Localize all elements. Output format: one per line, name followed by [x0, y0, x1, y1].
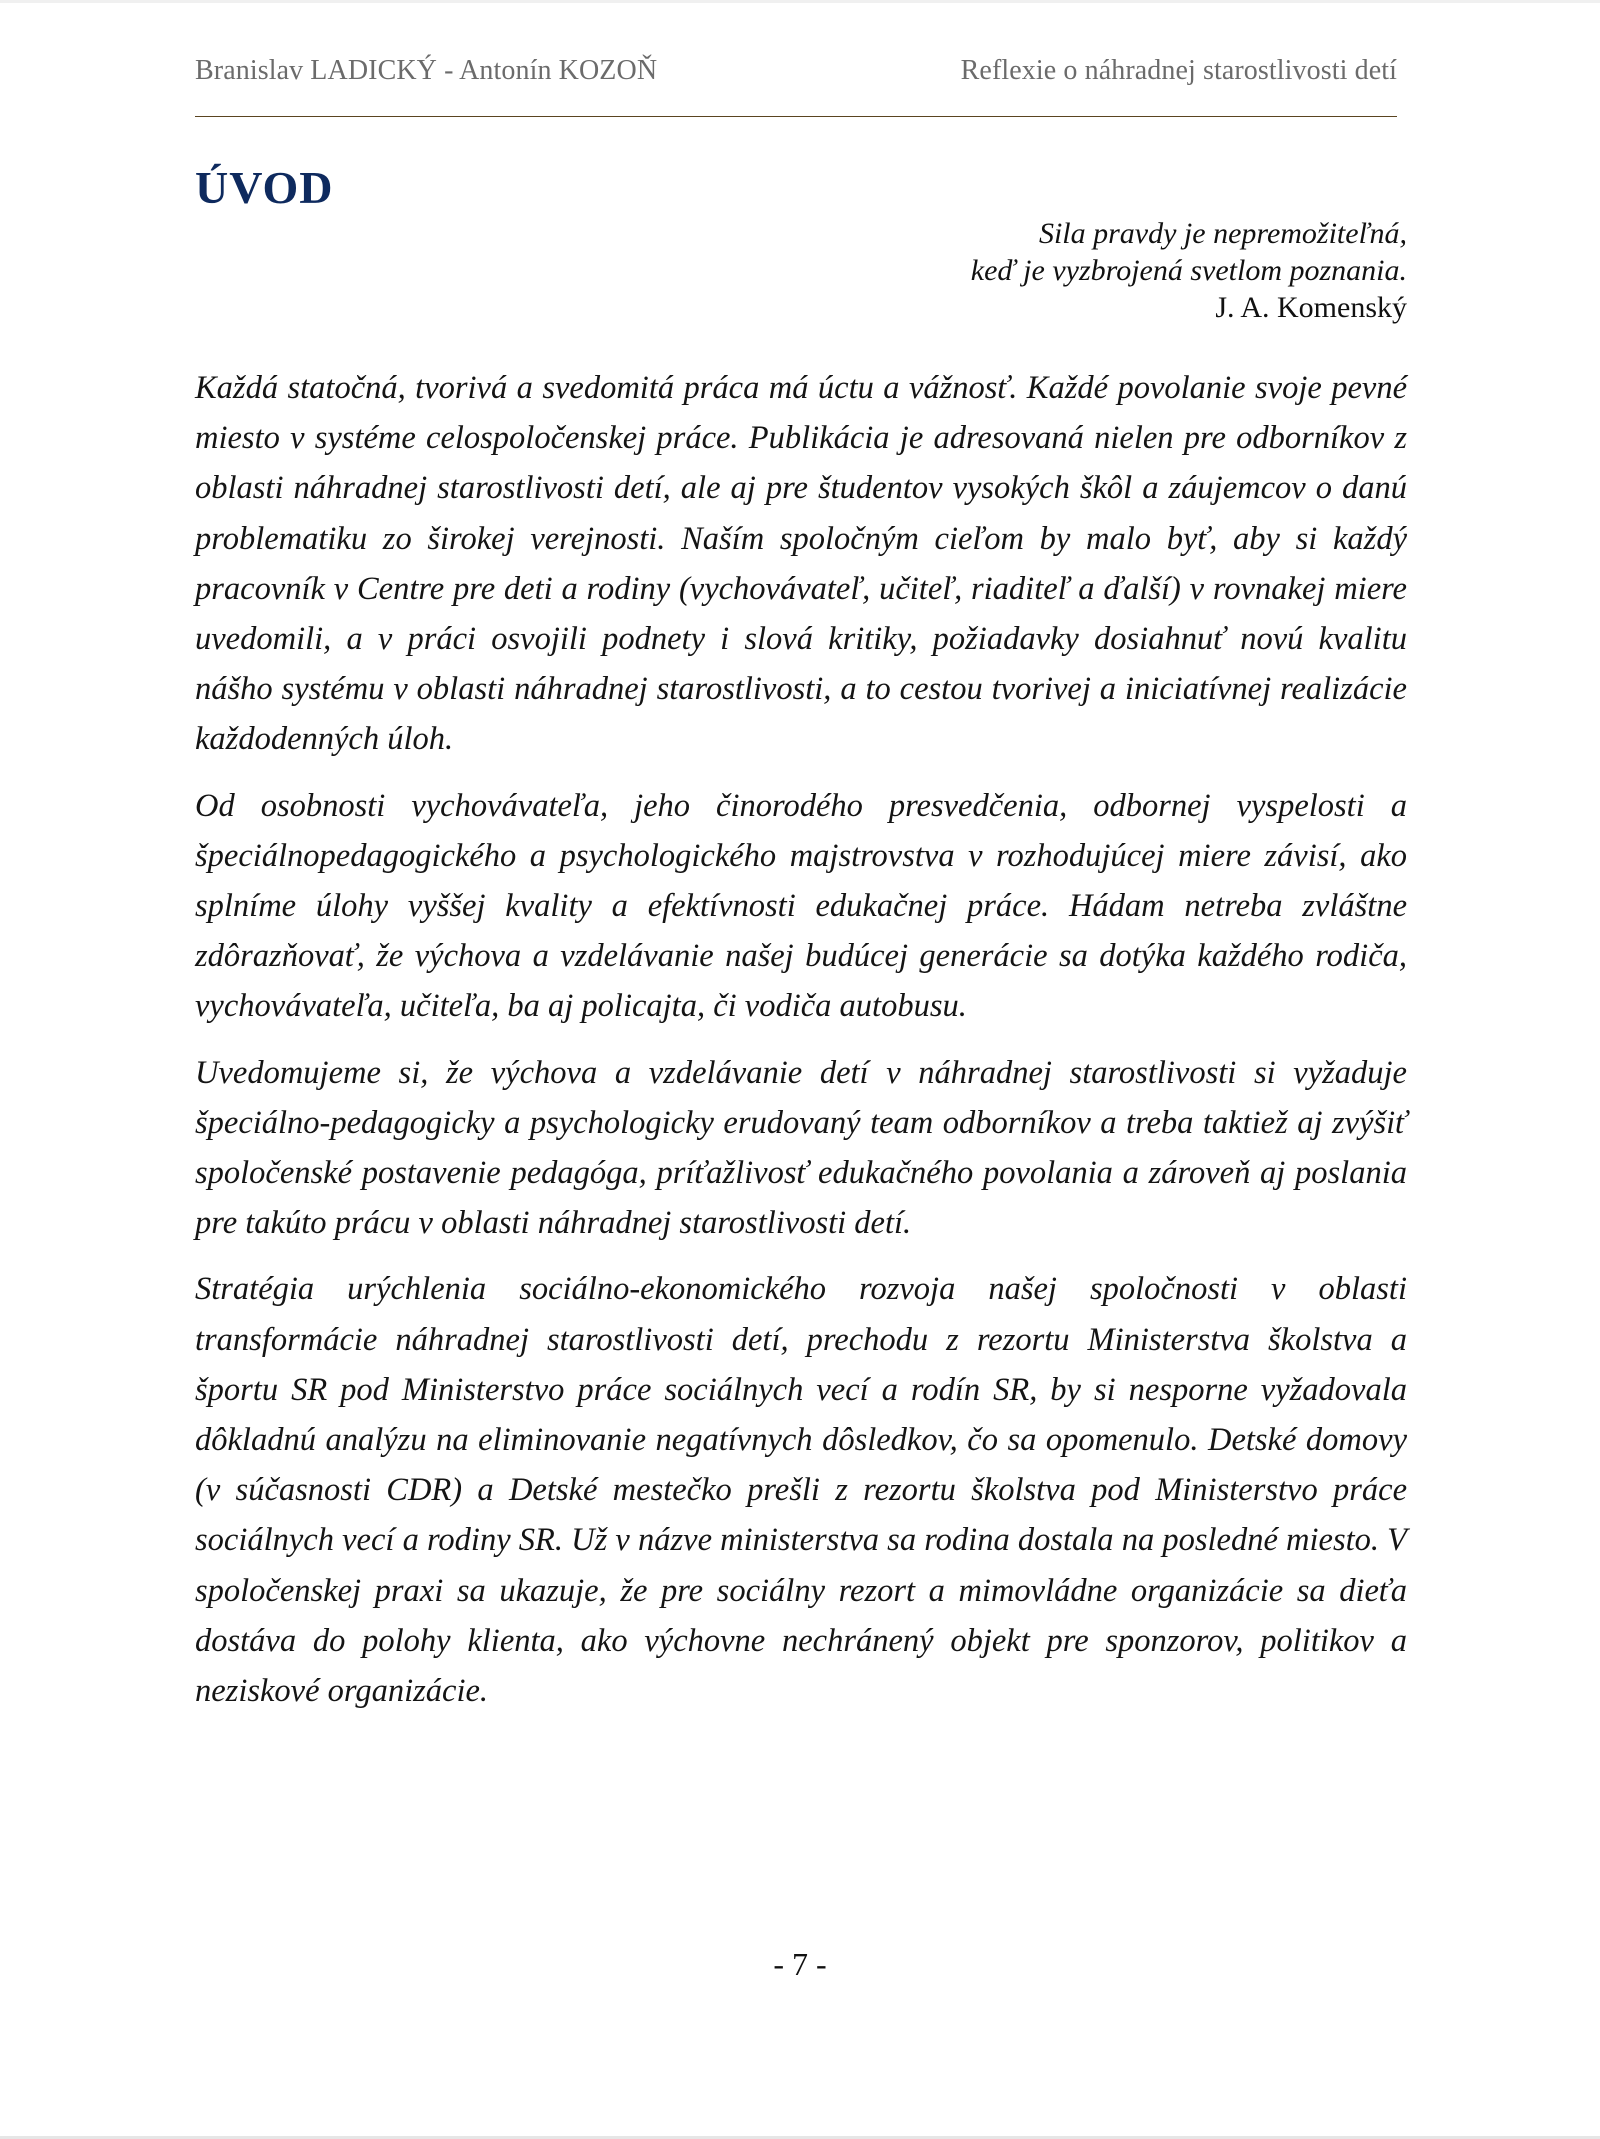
page-number: - 7 - [773, 1946, 827, 1982]
paragraph-4: Stratégia urýchlenia sociálno-ekonomického rozvoja našej spoločnosti v oblasti transformácie náhradnej starostlivosti detí, prechodu z rezortu Ministerstva školstva a športu SR pod Ministerstvo práce sociálnych vecí a rodín SR, by si nesporne vyžadovala dôkladnú analýzu na eliminovanie negatívnych dôsledkov, čo sa opomenulo. Detské domovy (v súčasnosti CDR) a Detské mestečko prešli z rezortu školstva pod Ministerstvo práce sociálnych vecí a rodiny SR. Už v názve ministerstva sa rodina dostala na posledné miesto. V spoločenskej praxi sa ukazuje, že pre sociálny rezort a mimovládne organizácie sa dieťa dostáva do polohy klienta, ako výchovne nechránený objekt pre sponzorov, politikov a neziskové organizácie. [195, 1271, 1407, 1710]
running-header [195, 55, 1397, 87]
paragraph-3: Uvedomujeme si, že výchova a vzdelávanie detí v náhradnej starostlivosti si vyžaduje špeciálno-pedagogicky a psychologicky erudovaný team odborníkov a treba taktiež aj zvýšiť spoločenské postavenie pedagóga, príťažlivosť edukačného povolania a zároveň aj poslania pre takúto prácu v oblasti náhradnej starostlivosti detí. [195, 1054, 1407, 1242]
epigraph-line-1: Sila pravdy je nepremožiteľná, [1038, 217, 1407, 250]
chapter-title: ÚVOD [195, 162, 334, 213]
paragraph-1: Každá statočná, tvorivá a svedomitá práca má úctu a vážnosť. Každé povolanie svoje pevné miesto v systéme celospoločenskej práce. Publikácia je adresovaná nielen pre odborníkov z oblasti náhradnej starostlivosti detí, ale aj pre študentov vysokých škôl a záujemcov o danú problematiku zo širokej verejnosti. Naším spoločným cieľom by malo byť, aby si každý pracovník v Centre pre deti a rodiny (vychovávateľ, učiteľ, riaditeľ a ďalší) v rovnakej miere uvedomili, a v práci osvojili podnety i slová kritiky, požiadavky dosiahnuť novú kvalitu nášho systému v oblasti náhradnej starostlivosti, a to cestou tvorivej a iniciatívnej realizácie každodenných úloh. [195, 370, 1407, 758]
epigraph [707, 215, 1407, 326]
epigraph-line-2: keď je vyzbrojená svetlom poznania. [970, 254, 1407, 287]
header-authors: Branislav LADICKÝ - Antonín KOZOŇ [195, 55, 658, 86]
body-text [195, 363, 1407, 1732]
header-book-title: Reflexie o náhradnej starostlivosti detí [960, 55, 1397, 86]
paragraph-2: Od osobnosti vychovávateľa, jeho činorodého presvedčenia, odbornej vyspelosti a špeciálnopedagogického a psychologického majstrovstva v rozhodujúcej miere závisí, ako splníme úlohy vyššej kvality a efektívnosti edukačnej práce. Hádam netreba zvláštne zdôrazňovať, že výchova a vzdelávanie našej budúcej generácie sa dotýka každého rodiča, vychovávateľa, učiteľa, ba aj policajta, či vodiča autobusu. [195, 787, 1407, 1025]
epigraph-author: J. A. Komenský [1215, 291, 1407, 324]
header-rule [195, 116, 1397, 117]
